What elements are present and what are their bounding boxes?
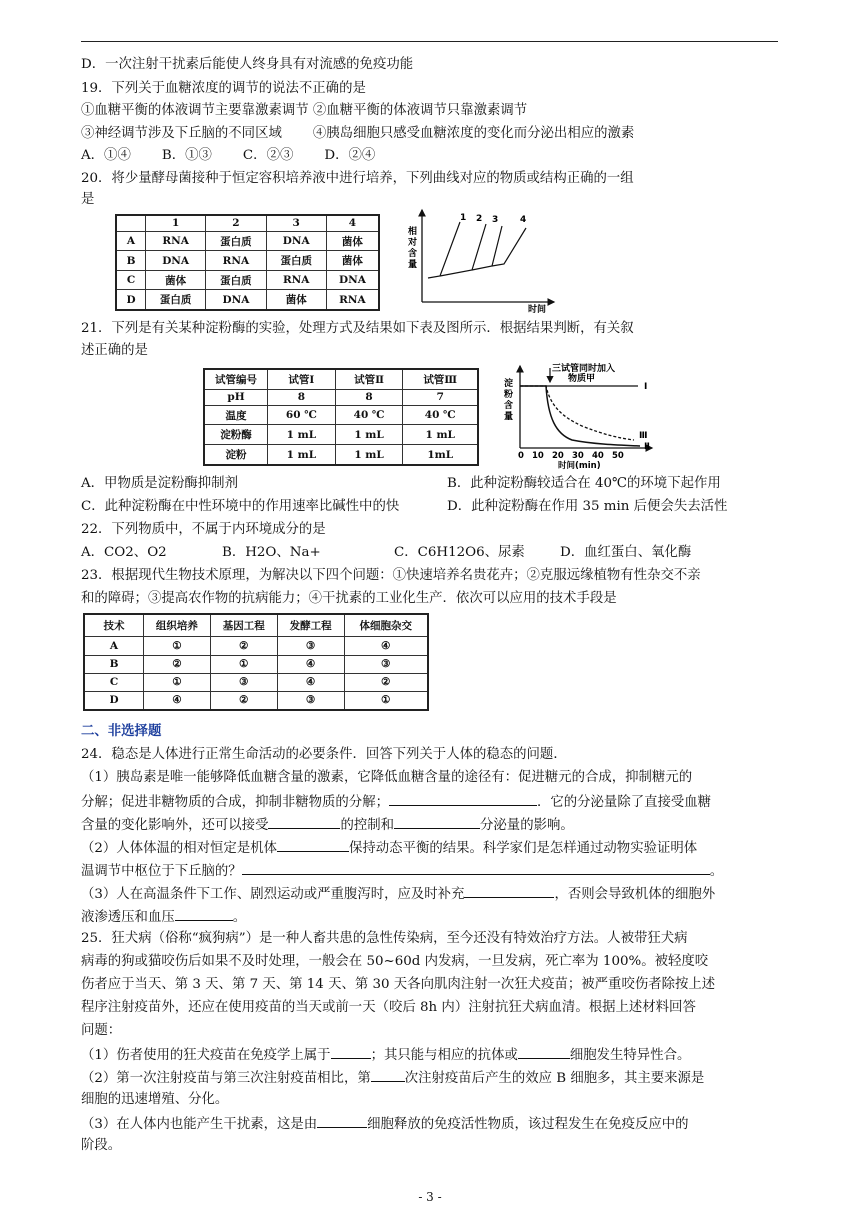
table-row <box>116 290 379 310</box>
y-label-char: 粉 <box>504 390 514 400</box>
table-cell: 1 mL <box>268 445 336 465</box>
q22-option-b: B．H2O、Na+ <box>222 545 321 560</box>
table-cell: 基因工程 <box>210 614 277 637</box>
curve-1 <box>428 222 460 278</box>
text: 细胞发生特异性合。 <box>569 1048 691 1063</box>
table-cell: 蛋白质 <box>206 270 266 289</box>
q19-statements-2: ③神经调节涉及下丘脑的不同区域 ④胰岛细胞只感受血糖浓度的变化而分泌出相应的激素 <box>81 126 635 141</box>
text: 的控制和 <box>340 818 395 833</box>
q19-statements-1: ①血糖平衡的体液调节主要靠激素调节 ②血糖平衡的体液调节只靠激素调节 <box>81 103 528 118</box>
q22-option-d: D．血红蛋白、氧化酶 <box>560 545 692 560</box>
q25-part3-cont: 阶段。 <box>81 1138 122 1153</box>
answer-blank[interactable] <box>331 1044 371 1059</box>
text: ．它的分泌量除了直接受血糖 <box>536 795 712 810</box>
table-cell: 1mL <box>403 445 478 465</box>
answer-blank[interactable] <box>371 1067 405 1082</box>
table-cell: RNA <box>266 270 326 289</box>
table-cell: 1 mL <box>268 425 336 445</box>
table-cell: DNA <box>206 290 266 310</box>
table-cell: ③ <box>210 673 277 691</box>
q25-stem-4: 程序注射疫苗外，还应在使用疫苗的当天或前一天（咬后 8h 内）注射抗狂犬病血清。根据上述材料回答 <box>81 1000 696 1015</box>
text: 含量的变化影响外，还可以接受 <box>81 818 269 833</box>
q18-option-d: D．一次注射干扰素后能使人终身具有对流感的免疫功能 <box>81 57 414 72</box>
q21-option-d: D．此种淀粉酶在作用 35 min 后便会失去活性 <box>447 499 728 514</box>
table-cell: B <box>116 251 146 270</box>
page-number: - 3 - <box>418 1190 442 1204</box>
answer-blank[interactable] <box>518 1044 570 1059</box>
table-cell: 试管编号 <box>204 369 268 389</box>
table-cell: ③ <box>277 691 344 710</box>
table-cell: 菌体 <box>146 270 206 289</box>
table-cell: D <box>84 691 144 710</box>
table-cell: B <box>84 655 144 673</box>
x-tick: 20 <box>552 451 564 461</box>
q24-part3-cont <box>81 906 246 927</box>
table-row <box>116 251 379 270</box>
table-cell: ② <box>344 673 428 691</box>
table-cell: DNA <box>326 270 379 289</box>
curve-II <box>520 386 640 446</box>
table-cell: 1 mL <box>335 445 403 465</box>
q23-stem: 23．根据现代生物技术原理，为解决以下四个问题：①快速培养名贵花卉；②克服远缘植物有性杂交不亲 <box>81 568 701 583</box>
curve-3 <box>472 226 502 270</box>
table-cell: 2 <box>206 215 266 231</box>
section-heading: 二、非选择题 <box>81 723 162 739</box>
table-row <box>84 637 428 655</box>
table-cell: 40 ℃ <box>403 405 478 425</box>
q25-stem-5: 问题： <box>81 1023 122 1038</box>
answer-blank[interactable] <box>317 1113 367 1128</box>
table-cell: RNA <box>326 290 379 310</box>
table-cell: 淀粉 <box>204 445 268 465</box>
q25-part3 <box>81 1113 689 1134</box>
table-cell: DNA <box>146 251 206 270</box>
table-cell: 温度 <box>204 405 268 425</box>
table-row <box>204 445 478 465</box>
table-cell: 体细胞杂交 <box>344 614 428 637</box>
table-cell: 8 <box>268 389 336 405</box>
table-row <box>84 655 428 673</box>
text: 分解；促进非糖物质的合成，抑制非糖物质的分解； <box>81 795 389 810</box>
table-cell: ③ <box>344 655 428 673</box>
table-cell: 1 mL <box>335 425 403 445</box>
curve-III <box>520 386 634 440</box>
answer-blank[interactable] <box>242 860 710 875</box>
q25-part2-cont: 细胞的迅速增殖、分化。 <box>81 1092 229 1107</box>
table-row <box>204 389 478 405</box>
q21-option-c: C．此种淀粉酶在中性环境中的作用速率比碱性中的快 <box>81 499 400 514</box>
table-cell: ④ <box>344 637 428 655</box>
text: 。 <box>709 864 724 879</box>
q23-stem-cont: 和的障碍；③提高农作物的抗病能力；④干扰素的工业化生产．依次可以应用的技术手段是 <box>81 591 617 606</box>
q19-options: A．①④ B．①③ C．②③ D．②④ <box>81 148 376 163</box>
table-cell: ④ <box>277 655 344 673</box>
text: 温调节中枢位于下丘脑的？ <box>81 864 242 879</box>
curve-label: 2 <box>476 214 483 224</box>
x-tick: 30 <box>572 451 584 461</box>
text: （1）伤者使用的狂犬疫苗在免疫学上属于 <box>81 1048 331 1063</box>
table-cell: ③ <box>277 637 344 655</box>
table-cell: D <box>116 290 146 310</box>
table-cell <box>116 215 146 231</box>
q25-part1 <box>81 1044 690 1065</box>
table-cell: ② <box>210 691 277 710</box>
table-cell: ② <box>144 655 211 673</box>
q24-part3 <box>81 883 715 904</box>
q24-part1-cont <box>81 791 711 812</box>
text: ，否则会导致机体的细胞外 <box>554 887 716 902</box>
text: ；其只能与相应的抗体或 <box>370 1048 518 1063</box>
table-cell: 60 ℃ <box>268 405 336 425</box>
table-row <box>116 215 379 231</box>
table-row <box>84 614 428 637</box>
table-cell: ① <box>144 637 211 655</box>
q24-part2 <box>81 837 697 858</box>
q22-option-c: C．C6H12O6、尿素 <box>394 545 525 560</box>
table-cell: DNA <box>266 231 326 250</box>
table-cell: ① <box>344 691 428 710</box>
q20-table <box>115 214 380 311</box>
table-cell: RNA <box>206 251 266 270</box>
q22-stem: 22．下列物质中，不属于内环境成分的是 <box>81 522 326 537</box>
q24-stem: 24．稳态是人体进行正常生命活动的必要条件．回答下列关于人体的稳态的问题． <box>81 747 567 762</box>
table-row <box>116 231 379 250</box>
table-cell: 蛋白质 <box>266 251 326 270</box>
table-cell: RNA <box>146 231 206 250</box>
y-label-char: 量 <box>504 412 514 422</box>
answer-blank[interactable] <box>394 814 480 829</box>
table-cell: 4 <box>326 215 379 231</box>
text: （2）人体体温的相对恒定是机体 <box>81 841 277 856</box>
table-cell: ① <box>144 673 211 691</box>
text: （2）第一次注射疫苗与第三次注射疫苗相比，第 <box>81 1071 371 1086</box>
q24-part2-cont <box>81 860 723 881</box>
table-row <box>204 425 478 445</box>
q21-table <box>203 368 479 466</box>
curve-label: 4 <box>520 215 527 225</box>
y-label-char: 含 <box>408 249 418 259</box>
q24-part1-cont2 <box>81 814 574 835</box>
table-cell: 蛋白质 <box>206 231 266 250</box>
y-label-char: 含 <box>504 401 514 411</box>
table-cell: pH <box>204 389 268 405</box>
table-row <box>204 405 478 425</box>
q21-option-a: A．甲物质是淀粉酶抑制剂 <box>81 476 238 491</box>
table-cell: ④ <box>144 691 211 710</box>
text: 液渗透压和血压 <box>81 910 175 925</box>
table-cell: 蛋白质 <box>146 290 206 310</box>
table-cell: 试管Ⅲ <box>403 369 478 389</box>
curve-label: Ⅰ <box>644 382 648 392</box>
q25-stem-2: 病毒的狗或猫咬伤后如果不及时处理，一般会在 50~60d 内发病，一旦发病，死亡率为 100%。被轻度咬 <box>81 954 709 969</box>
table-cell: A <box>84 637 144 655</box>
q21-stem: 21．下列是有关某种淀粉酶的实验，处理方式及结果如下表及图所示．根据结果判断，有关叙 <box>81 321 634 336</box>
x-tick: 10 <box>532 451 544 461</box>
table-cell: 淀粉酶 <box>204 425 268 445</box>
table-row <box>84 691 428 710</box>
y-label-char: 相 <box>408 227 418 237</box>
table-row <box>116 270 379 289</box>
annotation: 物质甲 <box>568 374 596 384</box>
curve-label: Ⅲ <box>639 431 648 441</box>
text: 细胞释放的免疫活性物质，该过程发生在免疫反应中的 <box>367 1117 689 1132</box>
x-tick: 0 <box>518 451 524 461</box>
table-cell: 试管Ⅱ <box>335 369 403 389</box>
header-rule <box>81 41 778 42</box>
table-cell: 菌体 <box>326 251 379 270</box>
table-cell: 40 ℃ <box>335 405 403 425</box>
q22-option-a: A．CO2、O2 <box>81 545 167 560</box>
table-cell: 1 mL <box>403 425 478 445</box>
table-row <box>84 673 428 691</box>
curve-label: 3 <box>492 215 499 225</box>
curve-label: Ⅱ <box>644 442 650 452</box>
table-row <box>204 369 478 389</box>
q25-stem-3: 伤者应于当天、第 3 天、第 7 天、第 14 天、第 30 天各向肌肉注射一次狂犬疫苗；被严重咬伤者除按上述 <box>81 977 716 992</box>
q25-part2 <box>81 1067 704 1088</box>
q23-table <box>83 613 429 711</box>
y-label-char: 对 <box>408 238 418 248</box>
table-cell: 组织培养 <box>144 614 211 637</box>
annotation: 三试管同时加入 <box>552 364 616 374</box>
y-label-char: 量 <box>408 260 418 270</box>
table-cell: C <box>84 673 144 691</box>
x-tick: 50 <box>612 451 624 461</box>
text: 保持动态平衡的结果。科学家们是怎样通过动物实验证明体 <box>349 841 698 856</box>
q20-stem-cont: 是 <box>81 192 95 207</box>
text: 。 <box>232 910 247 925</box>
table-cell: 1 <box>146 215 206 231</box>
table-cell: C <box>116 270 146 289</box>
curve-label: 1 <box>460 213 467 223</box>
table-cell: 菌体 <box>266 290 326 310</box>
answer-blank[interactable] <box>277 837 349 852</box>
answer-blank[interactable] <box>464 883 554 898</box>
table-cell: 3 <box>266 215 326 231</box>
q20-stem: 20．将少量酵母菌接种于恒定容积培养液中进行培养，下列曲线对应的物质或结构正确的一组 <box>81 171 634 186</box>
q20-graph <box>400 206 560 314</box>
answer-blank[interactable] <box>268 814 340 829</box>
text: （3）在人体内也能产生干扰素，这是由 <box>81 1117 318 1132</box>
q25-stem-1: 25．狂犬病（俗称“疯狗病”）是一种人畜共患的急性传染病，至今还没有特效治疗方法。人被带狂犬病 <box>81 931 688 946</box>
table-cell: ① <box>210 655 277 673</box>
x-label: 时间(min) <box>558 461 601 471</box>
table-cell: 7 <box>403 389 478 405</box>
x-tick: 40 <box>592 451 604 461</box>
q21-option-b: B．此种淀粉酶较适合在 40℃的环境下起作用 <box>447 476 721 491</box>
answer-blank[interactable] <box>389 791 537 806</box>
q24-part1: （1）胰岛素是唯一能够降低血糖含量的激素，它降低血糖含量的途径有：促进糖元的合成，抑制糖元的 <box>81 770 693 785</box>
q19-stem: 19．下列关于血糖浓度的调节的说法不正确的是 <box>81 81 366 96</box>
table-cell: 发酵工程 <box>277 614 344 637</box>
table-cell: 菌体 <box>326 231 379 250</box>
table-cell: ④ <box>277 673 344 691</box>
y-label-char: 淀 <box>504 379 514 389</box>
q21-graph <box>492 360 672 472</box>
table-cell: 8 <box>335 389 403 405</box>
table-cell: ② <box>210 637 277 655</box>
answer-blank[interactable] <box>175 906 233 921</box>
x-label: 时间 <box>528 305 547 314</box>
table-cell: 试管Ⅰ <box>268 369 336 389</box>
table-cell: A <box>116 231 146 250</box>
text: 分泌量的影响。 <box>480 818 574 833</box>
table-cell: 技术 <box>84 614 144 637</box>
text: 次注射疫苗后产生的效应 B 细胞多，其主要来源是 <box>404 1071 705 1086</box>
text: （3）人在高温条件下工作、剧烈运动或严重腹泻时，应及时补充 <box>81 887 465 902</box>
q21-stem-cont: 述正确的是 <box>81 343 148 358</box>
